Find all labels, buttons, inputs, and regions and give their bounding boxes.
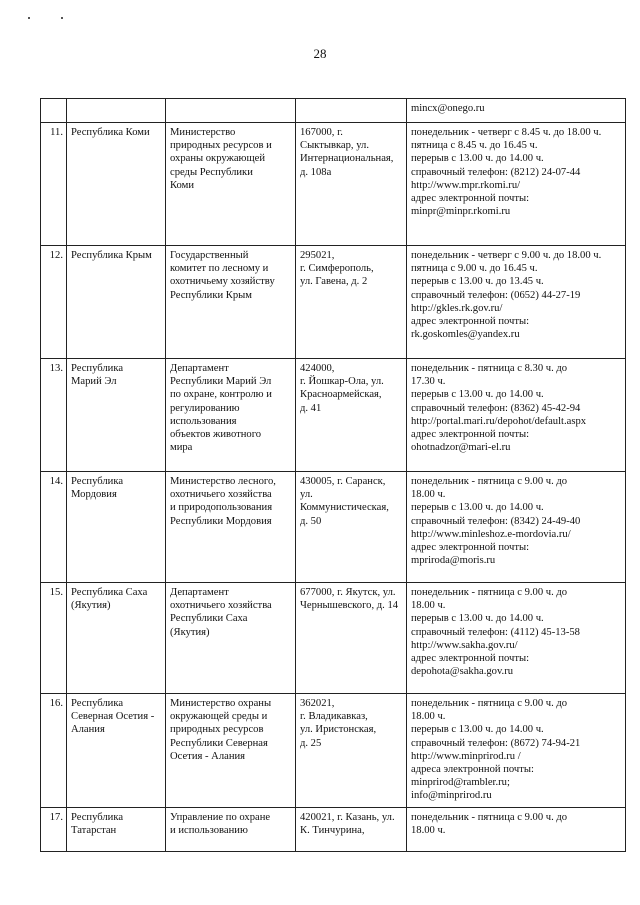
- region-cell: Республика Мордовия: [67, 472, 166, 583]
- scan-speck: [28, 17, 30, 19]
- region-cell: Республика Марий Эл: [67, 359, 166, 472]
- address-cell: 295021, г. Симферополь, ул. Гавена, д. 2: [296, 246, 407, 359]
- authority-cell: [166, 99, 296, 123]
- row-number-cell: 16.: [41, 694, 67, 808]
- row-number-cell: [41, 99, 67, 123]
- table-row: [41, 694, 626, 808]
- registry-body: [41, 99, 626, 852]
- table-row: [41, 807, 626, 851]
- table-row: [41, 359, 626, 472]
- row-number-cell: 14.: [41, 472, 67, 583]
- table-row-continuation: [41, 99, 626, 123]
- schedule-cell: понедельник - пятница с 8.30 ч. до 17.30 ч. перерыв с 13.00 ч. до 14.00 ч. справочный телефон: (8362) 45-42-94 http://portal.mari.ru/depohot/default.aspx адрес электронной почты: ohotnadzor@mari-el.ru: [407, 359, 626, 472]
- schedule-cell: понедельник - четверг с 9.00 ч. до 18.00 ч. пятница с 9.00 ч. до 16.45 ч. перерыв с 13.00 ч. до 13.45 ч. справочный телефон: (0652) 44-27-19 http://gkles.rk.gov.ru/ адрес электронной почты: rk.goskomles@yandex.ru: [407, 246, 626, 359]
- authority-cell: Министерство лесного, охотничьего хозяйства и природопользования Республики Мордовия: [166, 472, 296, 583]
- row-number-cell: 11.: [41, 123, 67, 246]
- authority-cell: Департамент Республики Марий Эл по охране, контролю и регулированию использования объектов животного мира: [166, 359, 296, 472]
- authority-cell: Министерство природных ресурсов и охраны окружающей среды Республики Коми: [166, 123, 296, 246]
- registry-table: [40, 98, 626, 852]
- region-cell: Республика Крым: [67, 246, 166, 359]
- table-row: [41, 583, 626, 694]
- address-cell: 430005, г. Саранск, ул. Коммунистическая, д. 50: [296, 472, 407, 583]
- address-cell: 420021, г. Казань, ул. К. Тинчурина,: [296, 807, 407, 851]
- row-number-cell: 12.: [41, 246, 67, 359]
- row-number-cell: 15.: [41, 583, 67, 694]
- page-number: 28: [313, 46, 327, 61]
- schedule-cell: понедельник - пятница с 9.00 ч. до 18.00 ч. перерыв с 13.00 ч. до 14.00 ч. справочный телефон: (8342) 24-49-40 http://www.minleshoz.e-mordovia.ru/ адрес электронной почты: mpriroda@moris.ru: [407, 472, 626, 583]
- region-cell: Республика Саха (Якутия): [67, 583, 166, 694]
- address-cell: 362021, г. Владикавказ, ул. Иристонская, д. 25: [296, 694, 407, 808]
- schedule-cell: mincx@onego.ru: [407, 99, 626, 123]
- authority-cell: Министерство охраны окружающей среды и природных ресурсов Республики Северная Осетия - Алания: [166, 694, 296, 808]
- table-row: [41, 123, 626, 246]
- schedule-cell: понедельник - пятница с 9.00 ч. до 18.00 ч. перерыв с 13.00 ч. до 14.00 ч. справочный телефон: (8672) 74-94-21 http://www.minprirod.ru / адреса электронной почты: minprirod@rambler.ru; info@minprirod.ru: [407, 694, 626, 808]
- region-cell: Республика Северная Осетия - Алания: [67, 694, 166, 808]
- address-cell: [296, 99, 407, 123]
- table-row: [41, 472, 626, 583]
- region-cell: [67, 99, 166, 123]
- authority-cell: Управление по охране и использованию: [166, 807, 296, 851]
- address-cell: 424000, г. Йошкар-Ола, ул. Красноармейская, д. 41: [296, 359, 407, 472]
- region-cell: Республика Коми: [67, 123, 166, 246]
- scan-speck: [61, 17, 63, 19]
- region-cell: Республика Татарстан: [67, 807, 166, 851]
- schedule-cell: понедельник - четверг с 8.45 ч. до 18.00 ч. пятница с 8.45 ч. до 16.45 ч. перерыв с 13.00 ч. до 14.00 ч. справочный телефон: (8212) 24-07-44 http://www.mpr.rkomi.ru/ адрес электронной почты: minpr@minpr.rkomi.ru: [407, 123, 626, 246]
- schedule-cell: понедельник - пятница с 9.00 ч. до 18.00 ч.: [407, 807, 626, 851]
- schedule-cell: понедельник - пятница с 9.00 ч. до 18.00 ч. перерыв с 13.00 ч. до 14.00 ч. справочный телефон: (4112) 45-13-58 http://www.sakha.gov.ru/ адрес электронной почты: depohota@sakha.gov.ru: [407, 583, 626, 694]
- row-number-cell: 13.: [41, 359, 67, 472]
- address-cell: 167000, г. Сыктывкар, ул. Интернациональная, д. 108а: [296, 123, 407, 246]
- authority-cell: Департамент охотничьего хозяйства Республики Саха (Якутия): [166, 583, 296, 694]
- authority-cell: Государственный комитет по лесному и охотничьему хозяйству Республики Крым: [166, 246, 296, 359]
- table-row: [41, 246, 626, 359]
- address-cell: 677000, г. Якутск, ул. Чернышевского, д. 14: [296, 583, 407, 694]
- row-number-cell: 17.: [41, 807, 67, 851]
